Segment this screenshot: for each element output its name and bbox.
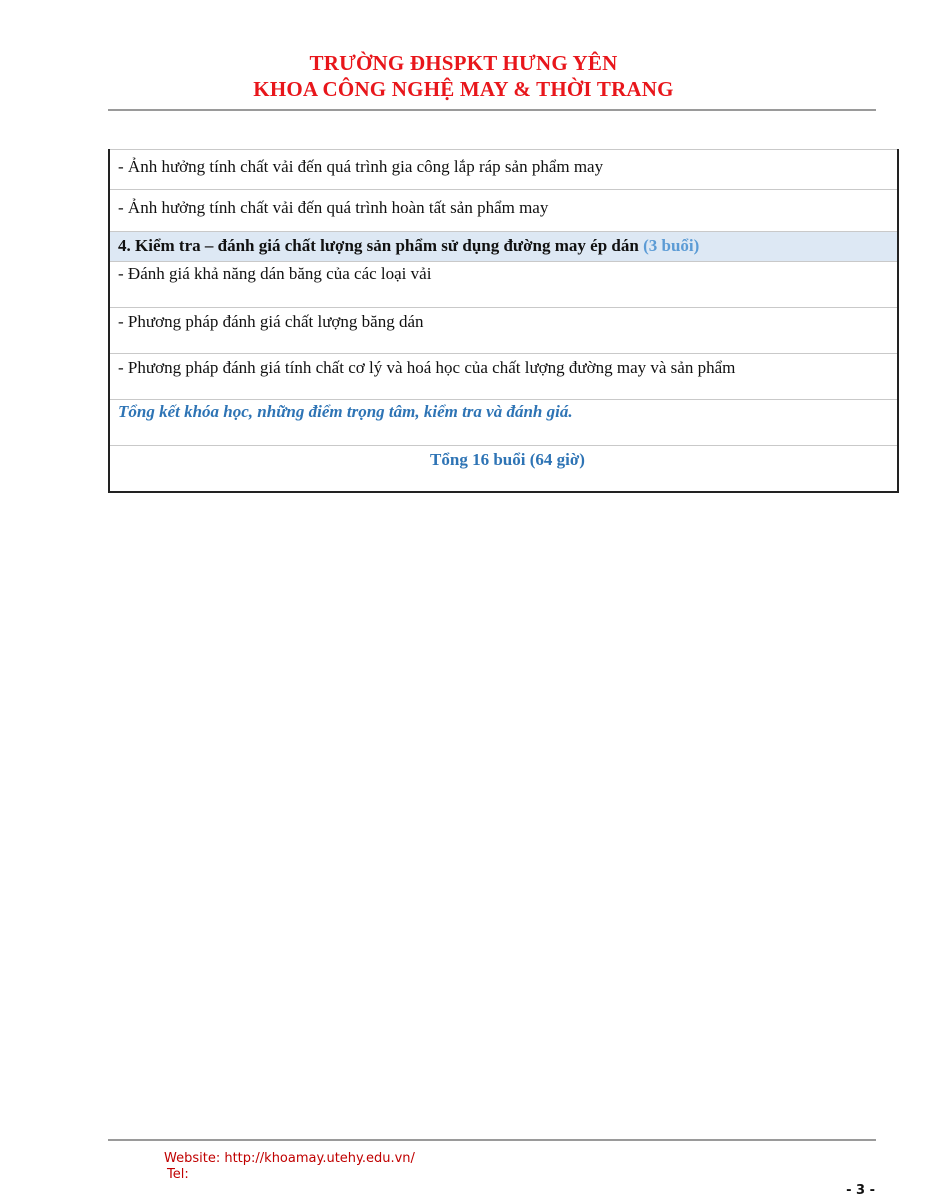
school-name: TRƯỜNG ĐHSPKT HƯNG YÊN: [309, 51, 618, 75]
summary-row: [109, 400, 898, 446]
page-footer: [164, 1151, 415, 1183]
website-link[interactable]: Website: http://khoamay.utehy.edu.vn/: [164, 1151, 415, 1166]
table-cell: - Phương pháp đánh giá chất lượng băng dán: [109, 308, 898, 354]
header-divider: [108, 109, 876, 111]
footer-divider: [108, 1139, 876, 1141]
section-title: 4. Kiểm tra – đánh giá chất lượng sản phẩm sử dụng đường may ép dán: [118, 236, 639, 255]
section-heading: [109, 232, 898, 262]
section-heading-row: [109, 232, 898, 262]
page-header: [0, 50, 927, 102]
faculty-name: KHOA CÔNG NGHỆ MAY & THỜI TRANG: [253, 77, 674, 101]
table-row: [109, 354, 898, 400]
total-row: [109, 446, 898, 492]
course-summary: Tổng kết khóa học, những điểm trọng tâm, kiểm tra và đánh giá.: [109, 400, 898, 446]
table-cell: - Phương pháp đánh giá tính chất cơ lý và hoá học của chất lượng đường may và sản phẩm: [109, 354, 898, 400]
course-total: Tổng 16 buổi (64 giờ): [109, 446, 898, 492]
syllabus-table: [108, 149, 899, 493]
table-cell: - Ảnh hưởng tính chất vải đến quá trình gia công lắp ráp sản phẩm may: [109, 150, 898, 190]
table-row: [109, 150, 898, 190]
table-row: [109, 308, 898, 354]
table-cell: - Ảnh hưởng tính chất vải đến quá trình hoàn tất sản phẩm may: [109, 190, 898, 232]
table-row: [109, 190, 898, 232]
table-row: [109, 262, 898, 308]
page-number: - 3 -: [846, 1183, 875, 1198]
tel-label: Tel:: [167, 1167, 189, 1182]
section-sessions: (3 buổi): [643, 236, 700, 255]
table-cell: - Đánh giá khả năng dán băng của các loại vải: [109, 262, 898, 308]
